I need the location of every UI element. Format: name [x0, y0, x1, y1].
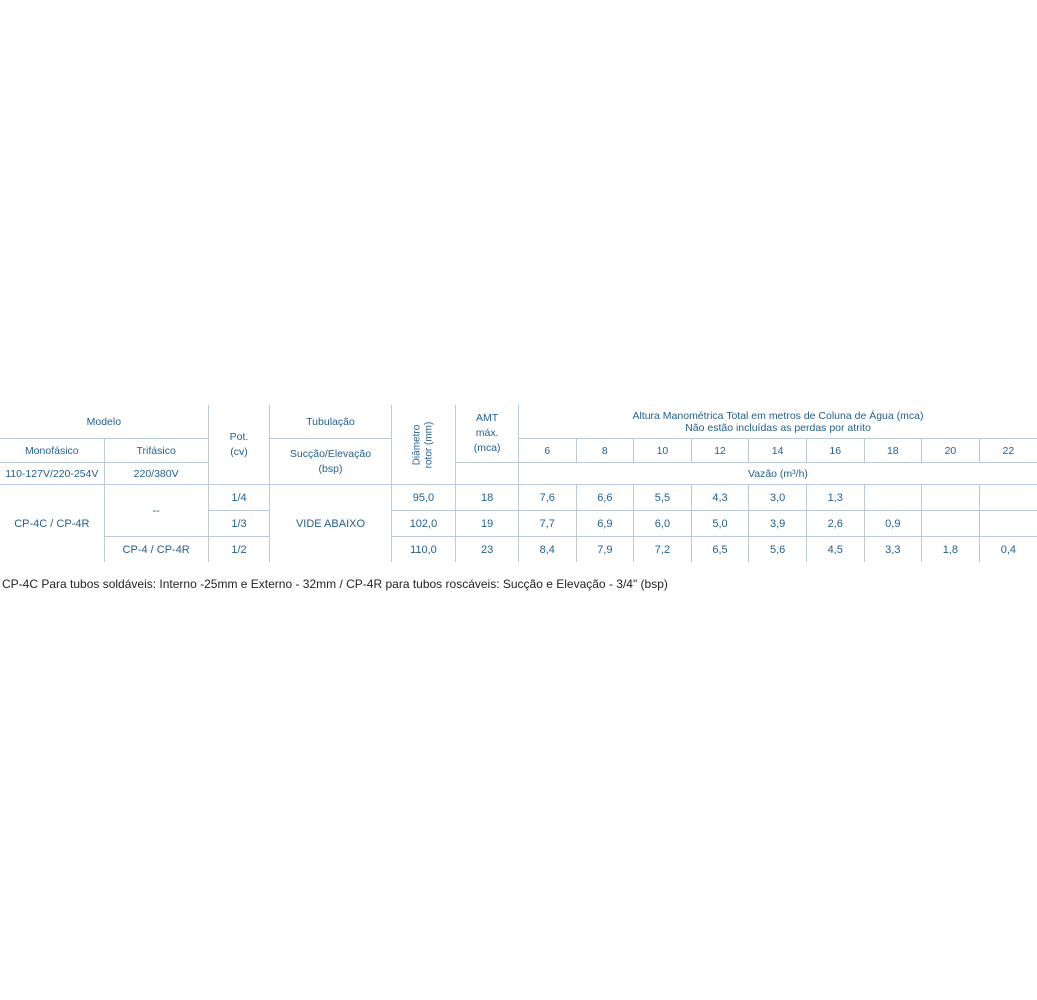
flow-cell: 7,2 — [634, 537, 692, 563]
flow-cell: 1,8 — [922, 537, 980, 563]
head-col: 14 — [749, 439, 807, 463]
diametro-cell: 102,0 — [391, 511, 456, 537]
pump-spec-table — [0, 405, 1037, 562]
flow-cell: 4,5 — [806, 537, 864, 563]
flow-cell: 5,6 — [749, 537, 807, 563]
monofasico-voltage: 110-127V/220-254V — [0, 463, 104, 485]
head-col: 16 — [806, 439, 864, 463]
tri-dash-cell: -- — [104, 485, 208, 537]
head-col: 12 — [691, 439, 749, 463]
flow-cell: 8,4 — [518, 537, 576, 563]
amt-cell: 23 — [456, 537, 519, 563]
amt-blank — [456, 463, 519, 485]
flow-cell — [979, 485, 1037, 511]
flow-cell: 7,6 — [518, 485, 576, 511]
flow-cell: 6,5 — [691, 537, 749, 563]
flow-cell: 1,3 — [806, 485, 864, 511]
amt-header — [456, 405, 519, 463]
diametro-header-label: Diâmetro — [411, 424, 423, 465]
succao-header-unit: (bsp) — [318, 462, 343, 475]
pot-cell: 1/4 — [208, 485, 270, 511]
amt-header-label: AMT — [476, 412, 499, 424]
amt-cell: 19 — [456, 511, 519, 537]
altura-title: Altura Manométrica Total em metros de Coluna de Água (mca) — [632, 409, 924, 422]
tri-model-cell: CP-4 / CP-4R — [104, 537, 208, 563]
flow-cell — [864, 485, 922, 511]
flow-cell: 0,9 — [864, 511, 922, 537]
succao-header — [270, 439, 391, 485]
trifasico-header: Trifásico — [104, 439, 208, 463]
pot-header-label: Pot. — [229, 430, 249, 443]
pot-header-unit: (cv) — [230, 445, 248, 458]
flow-cell — [922, 511, 980, 537]
tubulacao-header: Tubulação — [270, 405, 391, 439]
amt-header-unit: (mca) — [473, 442, 501, 454]
diametro-cell: 110,0 — [391, 537, 456, 563]
diametro-header — [391, 405, 456, 485]
flow-cell: 6,9 — [576, 511, 634, 537]
vazao-label: Vazão (m³/h) — [518, 463, 1037, 485]
head-col: 6 — [518, 439, 576, 463]
diametro-header-unit: rotor (mm) — [423, 421, 435, 468]
head-col: 20 — [922, 439, 980, 463]
modelo-header: Modelo — [86, 415, 122, 428]
flow-cell: 5,0 — [691, 511, 749, 537]
flow-cell — [922, 485, 980, 511]
amt-cell: 18 — [456, 485, 519, 511]
pot-cell: 1/3 — [208, 511, 270, 537]
trifasico-voltage: 220/380V — [104, 463, 208, 485]
pump-spec-table-container — [0, 405, 1016, 562]
monofasico-header: Monofásico — [0, 439, 104, 463]
flow-cell: 0,4 — [979, 537, 1037, 563]
flow-cell: 7,9 — [576, 537, 634, 563]
amt-header-sub: máx. — [475, 427, 499, 439]
flow-cell: 4,3 — [691, 485, 749, 511]
diametro-cell: 95,0 — [391, 485, 456, 511]
flow-cell: 2,6 — [806, 511, 864, 537]
tubulacao-value-cell: VIDE ABAIXO — [270, 485, 391, 563]
head-col: 10 — [634, 439, 692, 463]
altura-header — [518, 405, 1037, 439]
pot-header — [208, 405, 270, 485]
succao-header-label: Sucção/Elevação — [289, 447, 372, 460]
flow-cell: 6,6 — [576, 485, 634, 511]
footnote: CP-4C Para tubos soldáveis: Interno -25mm e Externo - 32mm / CP-4R para tubos roscáveis: Sucção e Elevação - 3/4" (bsp) — [2, 577, 668, 591]
flow-cell: 3,3 — [864, 537, 922, 563]
flow-cell: 3,0 — [749, 485, 807, 511]
flow-cell: 3,9 — [749, 511, 807, 537]
flow-cell: 7,7 — [518, 511, 576, 537]
head-col: 18 — [864, 439, 922, 463]
flow-cell: 5,5 — [634, 485, 692, 511]
flow-cell: 6,0 — [634, 511, 692, 537]
pot-cell: 1/2 — [208, 537, 270, 563]
head-col: 8 — [576, 439, 634, 463]
head-col: 22 — [979, 439, 1037, 463]
altura-note: Não estão incluídas as perdas por atrito — [685, 421, 871, 434]
mono-model-cell: CP-4C / CP-4R — [0, 485, 104, 563]
flow-cell — [979, 511, 1037, 537]
